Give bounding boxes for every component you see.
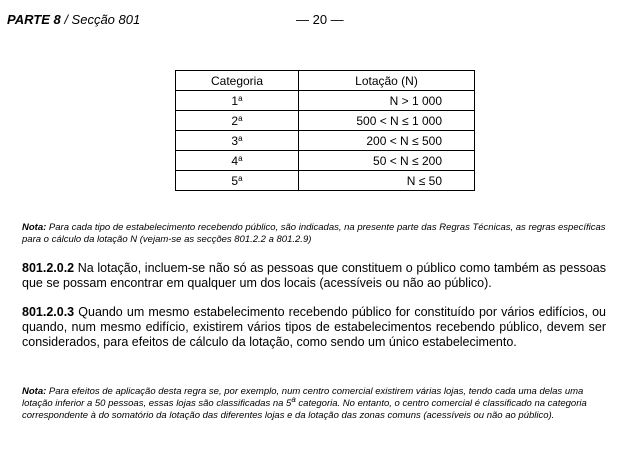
header-separator: /: [60, 12, 72, 27]
note-label: Nota:: [22, 386, 47, 397]
paragraph-text: Na lotação, incluem-se não só as pessoas que constituem o público como também as pessoas que se possam encontrar em qualquer um dos locais (acessíveis ou não ao público).: [22, 261, 606, 290]
capacity-cell: 50 < N ≤ 200: [299, 151, 475, 171]
column-header-capacity: Lotação (N): [299, 71, 475, 91]
category-cell: 3$^a$: [176, 131, 299, 151]
paragraph-801-2-0-3: [22, 305, 606, 350]
note-text-after: categoria. No entanto, o centro comercial é classificado na categoria correspondente à do somatório da lotação das diferentes lojas e da lotação das zonas comuns (acessíveis ou não ao público).: [22, 398, 587, 421]
table-row: [176, 151, 475, 171]
part-label: PARTE 8: [7, 12, 61, 27]
table-row: [176, 91, 475, 111]
paragraph-number: 801.2.0.3: [22, 305, 75, 319]
capacity-cell: N ≤ 50: [299, 171, 475, 191]
table-row: [176, 171, 475, 191]
paragraph-text: Quando um mesmo estabelecimento recebendo público for constituído por vários edifícios, ou quando, num mesmo edifício, existirem vários tipos de estabelecimentos recebendo público, devem ser considerados, para efeitos de cálculo da lotação, como sendo um único estabelecimento.: [22, 305, 606, 349]
table-row: [176, 111, 475, 131]
capacity-cell: 200 < N ≤ 500: [299, 131, 475, 151]
note-superscript: a: [291, 395, 296, 404]
note-text-before: Para efeitos de aplicação desta regra se, por exemplo, num centro comercial existirem várias lojas, tendo cada uma delas uma lotação inferior a 50 pessoas, essas lojas são classificadas na 5: [22, 386, 584, 409]
section-label: Secção 801: [71, 12, 141, 27]
page-header: [7, 12, 140, 27]
capacity-cell: 500 < N ≤ 1 000: [299, 111, 475, 131]
capacity-cell: N > 1 000: [299, 91, 475, 111]
category-cell: 2$^a$: [176, 111, 299, 131]
category-cell: 5$^a$: [176, 171, 299, 191]
note-commercial-center: [22, 386, 606, 422]
table-header-row: [176, 71, 475, 91]
capacity-table: [175, 70, 475, 191]
note-text: Para cada tipo de estabelecimento recebendo público, são indicadas, na presente parte das Regras Técnicas, as regras específicas para o cálculo da lotação N (vejam-se as secções 801.2.2 a 801.2.9): [22, 222, 606, 245]
note-capacity-rules: [22, 222, 606, 246]
category-cell: 1$^a$: [176, 91, 299, 111]
category-cell: 4$^a$: [176, 151, 299, 171]
paragraph-number: 801.2.0.2: [22, 261, 75, 275]
note-label: Nota:: [22, 222, 47, 233]
paragraph-801-2-0-2: [22, 261, 606, 291]
table-row: [176, 131, 475, 151]
column-header-category: Categoria: [176, 71, 299, 91]
page-number: — 20 —: [296, 12, 344, 27]
